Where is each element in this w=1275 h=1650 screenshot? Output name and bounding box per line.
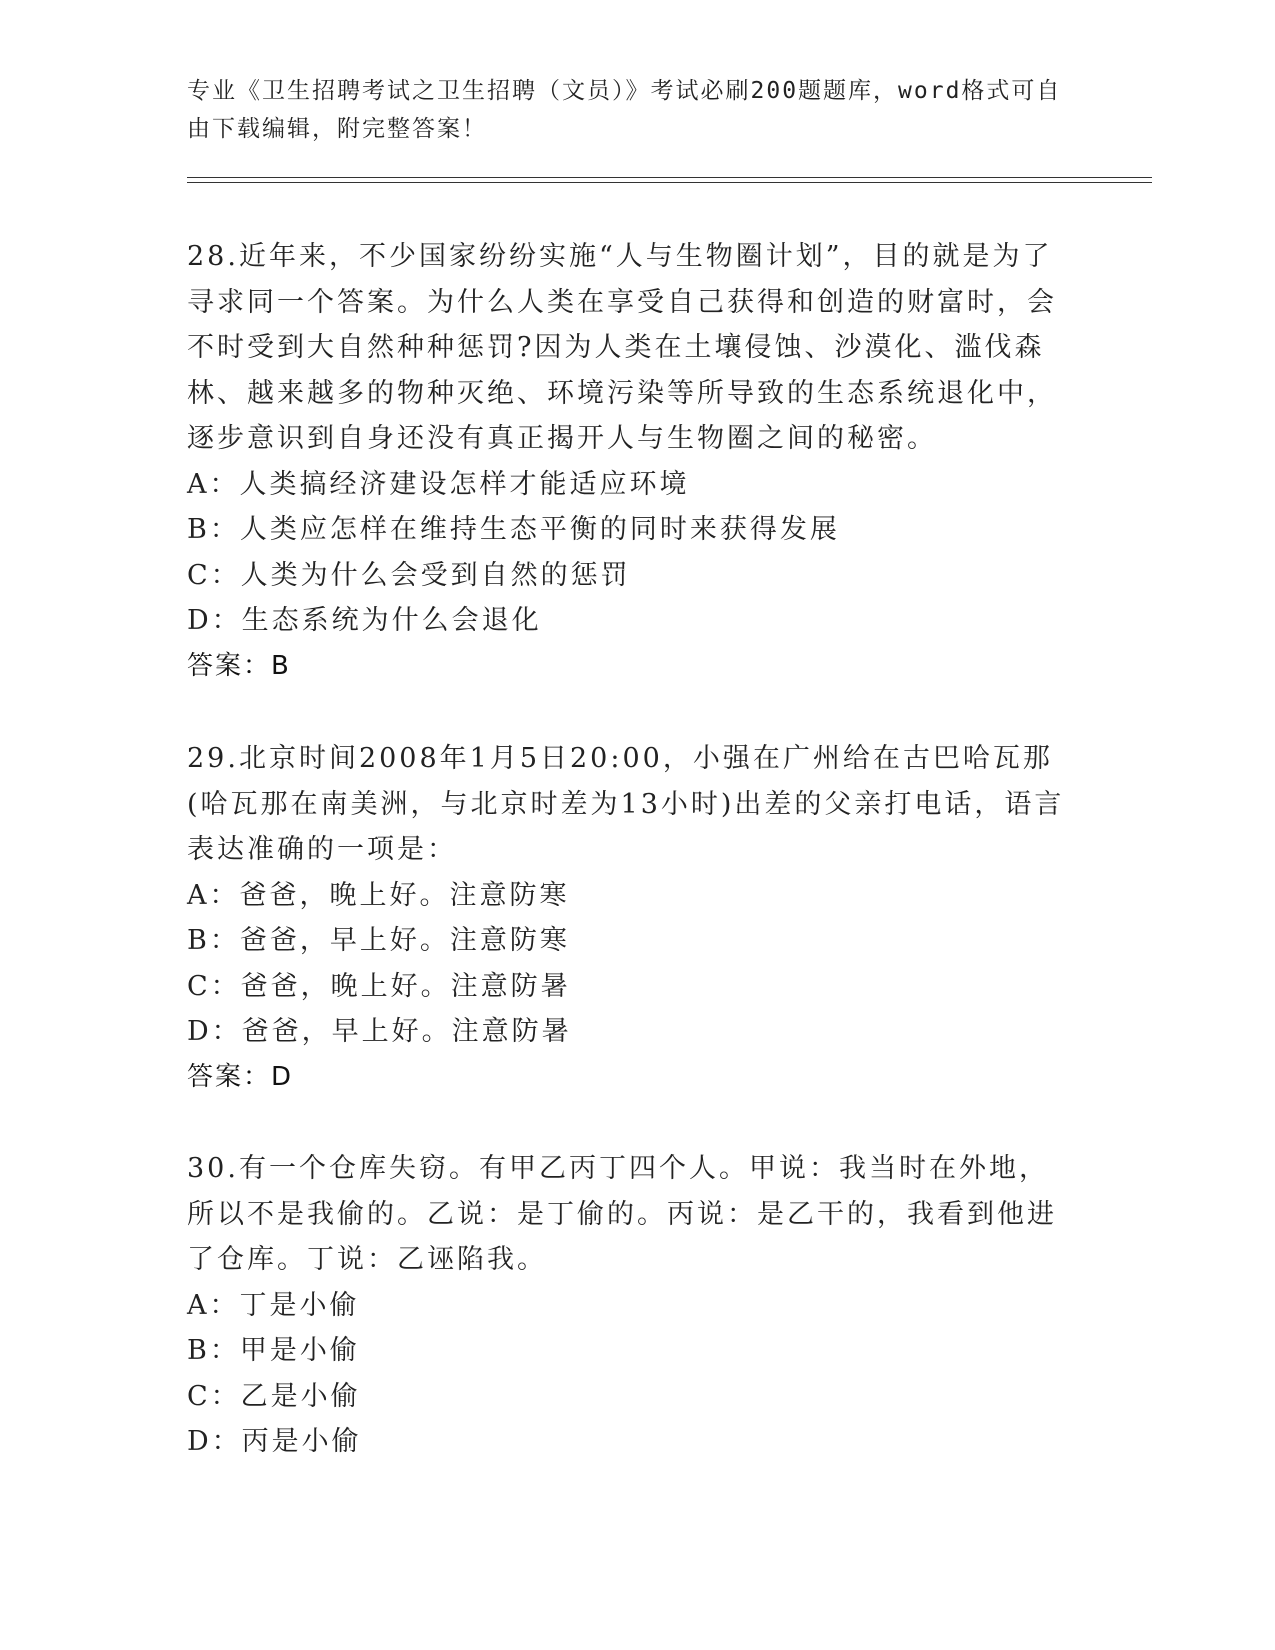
question-28 bbox=[187, 234, 1077, 689]
header-divider-top bbox=[187, 177, 1152, 178]
document-header: 专业《卫生招聘考试之卫生招聘（文员）》考试必刷200题题库，word格式可自由下载编辑，附完整答案！ bbox=[187, 78, 1062, 142]
option-c: C：乙是小偷 bbox=[187, 1380, 361, 1412]
question-30 bbox=[187, 1146, 1077, 1465]
option-d: D：爸爸，早上好。注意防暑 bbox=[187, 1016, 572, 1047]
option-d: D：生态系统为什么会退化 bbox=[187, 605, 542, 636]
option-c: C：爸爸，晚上好。注意防暑 bbox=[187, 970, 571, 1002]
option-c: C：人类为什么会受到自然的惩罚 bbox=[187, 559, 631, 591]
header-divider-bottom bbox=[187, 182, 1152, 183]
question-stem: 30.有一个仓库失窃。有甲乙丙丁四个人。甲说：我当时在外地，所以不是我偷的。乙说：是丁偷的。丙说：是乙干的，我看到他进了仓库。丁说：乙诬陷我。 bbox=[187, 1153, 1057, 1275]
question-stem: 29.北京时间2008年1月5日20:00，小强在广州给在古巴哈瓦那(哈瓦那在南美洲，与北京时差为13小时)出差的父亲打电话，语言表达准确的一项是： bbox=[187, 743, 1065, 865]
option-d: D：丙是小偷 bbox=[187, 1426, 362, 1457]
option-b: B：甲是小偷 bbox=[187, 1335, 360, 1366]
option-a: A：丁是小偷 bbox=[187, 1289, 360, 1321]
option-b: B：爸爸，早上好。注意防寒 bbox=[187, 925, 570, 956]
question-stem: 28.近年来，不少国家纷纷实施“人与生物圈计划”，目的就是为了寻求同一个答案。为什么人类在享受自己获得和创造的财富时，会不时受到大自然种种惩罚?因为人类在土壤侵蚀、沙漠化、滥伐森林、越来越多的物种灭绝、环境污染等所导致的生态系统退化中，逐步意识到自身还没有真正揭开人与生物圈之间的秘密。 bbox=[187, 241, 1057, 454]
answer: 答案：D bbox=[187, 1061, 294, 1092]
answer: 答案：B bbox=[187, 650, 291, 681]
question-29 bbox=[187, 736, 1077, 1100]
option-b: B：人类应怎样在维持生态平衡的同时来获得发展 bbox=[187, 514, 840, 545]
option-a: A：爸爸，晚上好。注意防寒 bbox=[187, 879, 570, 911]
option-a: A：人类搞经济建设怎样才能适应环境 bbox=[187, 468, 690, 500]
